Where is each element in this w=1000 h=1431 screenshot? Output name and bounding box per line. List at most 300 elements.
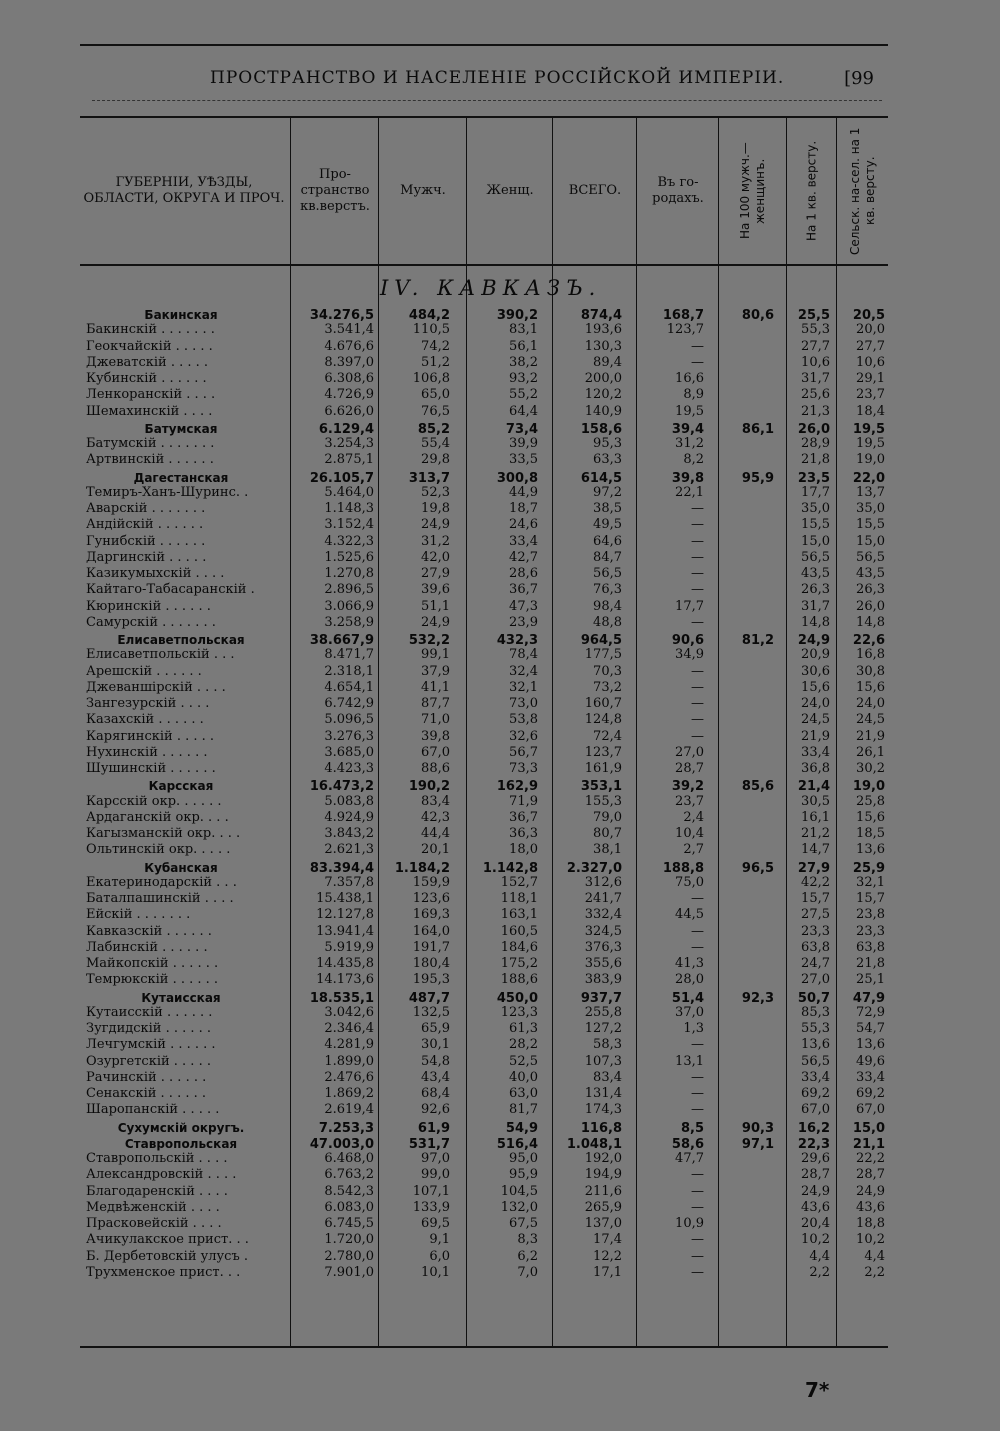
cell-per-verst: 56,5 xyxy=(801,549,830,565)
cell-female: 63,0 xyxy=(509,1086,538,1101)
cell-area: 7.253,3 xyxy=(318,1120,374,1136)
cell-per-verst: 28,9 xyxy=(801,436,830,451)
cell-female: 95,9 xyxy=(509,1167,538,1183)
cell-female: 432,3 xyxy=(496,633,538,648)
row-name: Шушинскій . . . . . . xyxy=(86,761,216,776)
cell-total: 48,8 xyxy=(593,614,622,630)
cell-rural: 15,7 xyxy=(856,891,885,906)
cell-total: 123,7 xyxy=(584,744,622,760)
cell-female: 40,0 xyxy=(509,1069,538,1085)
cell-area: 12.127,8 xyxy=(316,907,374,923)
cell-cities: 39,4 xyxy=(671,421,704,437)
cell-per-verst: 63,8 xyxy=(801,939,830,955)
cell-female: 175,2 xyxy=(500,956,538,971)
cell-rural: 19,5 xyxy=(856,436,885,451)
cell-rural: 15,6 xyxy=(856,679,885,695)
cell-total: 83,4 xyxy=(593,1069,622,1085)
cell-per-verst: 27,0 xyxy=(801,972,830,988)
cell-male: 51,1 xyxy=(421,598,450,614)
cell-male: 55,4 xyxy=(421,436,450,451)
cell-female: 118,1 xyxy=(500,891,538,906)
cell-per-verst: 20,9 xyxy=(801,647,830,663)
cell-male: 132,5 xyxy=(412,1004,450,1020)
cell-per100: 81,2 xyxy=(741,633,774,648)
row-name: Кагызманскій окр. . . . xyxy=(86,826,241,841)
table-row xyxy=(80,826,888,842)
cell-female: 450,0 xyxy=(496,990,538,1006)
table-row xyxy=(80,1216,888,1232)
cell-per100: 95,9 xyxy=(741,470,774,486)
cell-rural: 43,5 xyxy=(856,566,885,581)
cell-per-verst: 50,7 xyxy=(797,990,830,1006)
cell-female: 18,7 xyxy=(509,501,538,516)
cell-female: 36,7 xyxy=(509,809,538,825)
cell-female: 162,9 xyxy=(496,779,538,795)
cell-per-verst: 21,2 xyxy=(801,826,830,841)
table-row xyxy=(80,1005,888,1021)
cell-male: 51,2 xyxy=(421,354,450,370)
cell-male: 87,7 xyxy=(421,696,450,711)
cell-per-verst: 15,5 xyxy=(801,517,830,533)
table-row xyxy=(80,729,888,745)
cell-rural: 18,4 xyxy=(856,403,885,419)
row-name: Кутаисская xyxy=(141,990,221,1005)
cell-cities: 2,4 xyxy=(683,809,704,825)
table-row xyxy=(80,924,888,940)
cell-female: 163,1 xyxy=(500,907,538,923)
row-name: Казикумыхскій . . . . xyxy=(86,566,225,581)
cell-per-verst: 85,3 xyxy=(801,1004,830,1020)
cell-male: 20,1 xyxy=(421,842,450,858)
row-name: Лечгумскій . . . . . . xyxy=(86,1037,216,1053)
cell-cities: — xyxy=(691,338,704,354)
cell-cities: — xyxy=(691,582,704,598)
col-name-header: ГУБЕРНІИ, УѢЗДЫ, ОБЛАСТИ, ОКРУГА И ПРОЧ. xyxy=(83,174,285,206)
page-title: ПРОСТРАНСТВО И НАСЕЛЕНІЕ РОССІЙСКОЙ ИМПЕРІИ. xyxy=(210,68,785,88)
cell-area: 8.542,3 xyxy=(324,1183,374,1199)
cell-male: 99,1 xyxy=(421,647,450,663)
row-name: Кубинскій . . . . . . xyxy=(86,371,207,386)
cell-female: 73,0 xyxy=(509,696,538,711)
cell-rural: 25,8 xyxy=(856,793,885,809)
cell-male: 42,3 xyxy=(421,809,450,825)
table-row xyxy=(80,842,888,858)
row-name: Шемахинскій . . . . xyxy=(86,403,213,419)
cell-rural: 19,0 xyxy=(852,779,885,795)
cell-rural: 23,7 xyxy=(856,387,885,403)
cell-female: 56,1 xyxy=(509,338,538,354)
cell-per-verst: 26,0 xyxy=(797,421,830,437)
cell-area: 6.626,0 xyxy=(324,403,374,419)
cell-cities: — xyxy=(691,728,704,744)
row-name: Ачикулакское прист. . . xyxy=(86,1232,249,1248)
row-name: Елисаветпольская xyxy=(117,633,245,647)
cell-rural: 4,4 xyxy=(864,1248,885,1264)
cell-area: 6.763,2 xyxy=(324,1167,374,1183)
row-name: Карсскій окр. . . . . . xyxy=(86,793,222,809)
cell-female: 33,4 xyxy=(509,533,538,549)
cell-cities: — xyxy=(691,1069,704,1085)
cell-per-verst: 31,7 xyxy=(801,371,830,386)
row-name: Медвѣженскій . . . . xyxy=(86,1199,220,1215)
cell-area: 16.473,2 xyxy=(309,779,374,795)
cell-rural: 21,9 xyxy=(856,728,885,744)
cell-female: 152,7 xyxy=(500,874,538,890)
cell-rural: 22,6 xyxy=(852,633,885,648)
cell-per-verst: 16,1 xyxy=(801,809,830,825)
cell-cities: — xyxy=(691,566,704,581)
row-name: Трухменское прист. . . xyxy=(86,1264,241,1280)
table-row xyxy=(80,517,888,533)
cell-rural: 21,1 xyxy=(852,1136,885,1152)
cell-total: 140,9 xyxy=(584,403,622,419)
row-name: Бакинскій . . . . . . . xyxy=(86,322,215,338)
cell-cities: 44,5 xyxy=(675,907,704,923)
row-name: Карягинскій . . . . . xyxy=(86,728,215,744)
table-row xyxy=(80,1249,888,1265)
cell-cities: — xyxy=(691,663,704,679)
cell-female: 38,2 xyxy=(509,354,538,370)
cell-per100: 85,6 xyxy=(741,779,774,795)
cell-cities: 19,5 xyxy=(675,403,704,419)
cell-area: 3.254,3 xyxy=(324,436,374,451)
col-total-header: ВСЕГО. xyxy=(568,182,622,198)
cell-male: 61,9 xyxy=(417,1120,450,1136)
cell-cities: 8,2 xyxy=(683,452,704,468)
cell-rural: 23,3 xyxy=(856,923,885,939)
cell-per100: 90,3 xyxy=(741,1120,774,1136)
cell-area: 3.042,6 xyxy=(324,1004,374,1020)
cell-female: 8,3 xyxy=(517,1232,538,1248)
cell-male: 92,6 xyxy=(421,1102,450,1118)
cell-total: 964,5 xyxy=(580,633,622,648)
cell-area: 2.875,1 xyxy=(324,452,374,468)
cell-rural: 15,0 xyxy=(856,533,885,549)
row-name: Ставропольскій . . . . xyxy=(86,1151,228,1166)
cell-rural: 54,7 xyxy=(856,1021,885,1036)
cell-male: 195,3 xyxy=(412,972,450,988)
cell-female: 36,3 xyxy=(509,826,538,841)
cell-area: 4.281,9 xyxy=(324,1037,374,1053)
cell-cities: 13,1 xyxy=(675,1053,704,1069)
table-row xyxy=(80,501,888,517)
cell-cities: — xyxy=(691,501,704,516)
cell-female: 39,9 xyxy=(509,436,538,451)
table-row xyxy=(80,371,888,387)
cell-per-verst: 33,4 xyxy=(801,744,830,760)
cell-area: 4.322,3 xyxy=(324,533,374,549)
cell-male: 31,2 xyxy=(421,533,450,549)
cell-male: 71,0 xyxy=(421,712,450,728)
table-row xyxy=(80,452,888,468)
cell-total: 17,1 xyxy=(593,1264,622,1280)
cell-cities: 39,8 xyxy=(671,470,704,486)
cell-cities: 28,7 xyxy=(675,761,704,776)
cell-cities: 27,0 xyxy=(675,744,704,760)
cell-cities: 2,7 xyxy=(683,842,704,858)
cell-female: 18,0 xyxy=(509,842,538,858)
cell-total: 332,4 xyxy=(584,907,622,923)
cell-total: 80,7 xyxy=(593,826,622,841)
row-name: Батумская xyxy=(144,421,218,436)
table-row xyxy=(80,810,888,826)
row-name: Казахскій . . . . . . xyxy=(86,712,204,728)
table-row xyxy=(80,566,888,582)
table-row xyxy=(80,1037,888,1053)
cell-total: 107,3 xyxy=(584,1053,622,1069)
row-name: Аварскій . . . . . . . xyxy=(86,501,206,516)
cell-area: 18.535,1 xyxy=(309,990,374,1006)
cell-female: 104,5 xyxy=(500,1183,538,1199)
cell-male: 24,9 xyxy=(421,517,450,533)
cell-male: 487,7 xyxy=(408,990,450,1006)
cell-area: 6.745,5 xyxy=(324,1216,374,1231)
cell-total: 63,3 xyxy=(593,452,622,468)
cell-rural: 32,1 xyxy=(856,874,885,890)
cell-male: 27,9 xyxy=(421,566,450,581)
row-name: Кутаисскій . . . . . . xyxy=(86,1004,213,1020)
row-name: Кюринскій . . . . . . xyxy=(86,598,211,614)
cell-cities: — xyxy=(691,1199,704,1215)
cell-cities: 37,0 xyxy=(675,1004,704,1020)
cell-total: 194,9 xyxy=(584,1167,622,1183)
cell-female: 188,6 xyxy=(500,972,538,988)
row-name: Зугдидскій . . . . . . xyxy=(86,1021,212,1036)
cell-area: 6.308,6 xyxy=(324,371,374,386)
cell-area: 1.525,6 xyxy=(324,549,374,565)
cell-rural: 19,0 xyxy=(856,452,885,468)
cell-total: 255,8 xyxy=(584,1004,622,1020)
cell-female: 300,8 xyxy=(496,470,538,486)
cell-per-verst: 55,3 xyxy=(801,1021,830,1036)
cell-cities: 10,9 xyxy=(675,1216,704,1231)
cell-rural: 56,5 xyxy=(856,549,885,565)
cell-cities: — xyxy=(691,679,704,695)
cell-male: 97,0 xyxy=(421,1151,450,1166)
cell-cities: — xyxy=(691,1102,704,1118)
cell-total: 874,4 xyxy=(580,308,622,323)
cell-area: 2.318,1 xyxy=(324,663,374,679)
cell-rural: 35,0 xyxy=(856,501,885,516)
cell-female: 33,5 xyxy=(509,452,538,468)
cell-area: 4.726,9 xyxy=(324,387,374,403)
cell-area: 2.346,4 xyxy=(324,1021,374,1036)
cell-female: 32,4 xyxy=(509,663,538,679)
cell-male: 76,5 xyxy=(421,403,450,419)
cell-male: 532,2 xyxy=(408,633,450,648)
row-name: Сенакскій . . . . . . xyxy=(86,1086,206,1101)
cell-total: 177,5 xyxy=(584,647,622,663)
cell-female: 56,7 xyxy=(509,744,538,760)
cell-area: 1.720,0 xyxy=(324,1232,374,1248)
cell-female: 23,9 xyxy=(509,614,538,630)
table-row xyxy=(80,1200,888,1216)
cell-area: 1.899,0 xyxy=(324,1053,374,1069)
cell-male: 107,1 xyxy=(412,1183,450,1199)
cell-male: 10,1 xyxy=(421,1264,450,1280)
cell-cities: — xyxy=(691,939,704,955)
table-row xyxy=(80,891,888,907)
cell-male: 39,8 xyxy=(421,728,450,744)
cell-female: 36,7 xyxy=(509,582,538,598)
cell-per-verst: 25,6 xyxy=(801,387,830,403)
cell-female: 1.142,8 xyxy=(482,860,538,876)
row-name: Ольтинскій окр. . . . . xyxy=(86,842,231,858)
row-name: Артвинскій . . . . . . xyxy=(86,452,214,468)
row-name: Ардаганскій окр. . . . xyxy=(86,809,229,825)
cell-total: 192,0 xyxy=(584,1151,622,1166)
cell-cities: 39,2 xyxy=(671,779,704,795)
table-row xyxy=(80,615,888,631)
row-name: Сухумскій округъ. xyxy=(117,1120,245,1135)
cell-rural: 18,5 xyxy=(856,826,885,841)
cell-total: 130,3 xyxy=(584,338,622,354)
cell-male: 123,6 xyxy=(412,891,450,906)
cell-male: 313,7 xyxy=(408,470,450,486)
cell-per100: 96,5 xyxy=(741,860,774,876)
cell-total: 137,0 xyxy=(584,1216,622,1231)
cell-per-verst: 15,0 xyxy=(801,533,830,549)
cell-cities: 47,7 xyxy=(675,1151,704,1166)
cell-area: 47.003,0 xyxy=(309,1136,374,1152)
table-row-region xyxy=(80,1121,888,1137)
row-name: Кубанская xyxy=(144,860,218,875)
cell-area: 6.129,4 xyxy=(318,421,374,437)
cell-total: 97,2 xyxy=(593,484,622,500)
cell-area: 3.685,0 xyxy=(324,744,374,760)
cell-per-verst: 24,9 xyxy=(801,1183,830,1199)
cell-rural: 26,3 xyxy=(856,582,885,598)
cell-per-verst: 10,2 xyxy=(801,1232,830,1248)
cell-total: 324,5 xyxy=(584,923,622,939)
row-name: Екатеринодарскій . . . xyxy=(86,874,237,890)
cell-per-verst: 13,6 xyxy=(801,1037,830,1053)
cell-per-verst: 26,3 xyxy=(801,582,830,598)
cell-female: 54,9 xyxy=(505,1120,538,1136)
table-row xyxy=(80,956,888,972)
row-name: Геокчайскій . . . . . xyxy=(86,338,213,354)
cell-female: 67,5 xyxy=(509,1216,538,1231)
cell-female: 7,0 xyxy=(517,1264,538,1280)
cell-area: 7.357,8 xyxy=(324,874,374,890)
cell-per-verst: 24,5 xyxy=(801,712,830,728)
cell-rural: 20,0 xyxy=(856,322,885,338)
cell-per-verst: 28,7 xyxy=(801,1167,830,1183)
cell-rural: 19,5 xyxy=(852,421,885,437)
cell-total: 116,8 xyxy=(580,1120,622,1136)
cell-female: 123,3 xyxy=(500,1004,538,1020)
table-row xyxy=(80,322,888,338)
table-row xyxy=(80,599,888,615)
table-row xyxy=(80,1102,888,1118)
row-name: Ставропольская xyxy=(124,1136,238,1151)
cell-area: 5.096,5 xyxy=(324,712,374,728)
cell-cities: — xyxy=(691,1264,704,1280)
cell-rural: 10,6 xyxy=(856,354,885,370)
table-row xyxy=(80,1184,888,1200)
cell-area: 4.654,1 xyxy=(324,679,374,695)
cell-cities: — xyxy=(691,549,704,565)
cell-male: 52,3 xyxy=(421,484,450,500)
cell-per100: 80,6 xyxy=(741,308,774,323)
cell-rural: 2,2 xyxy=(864,1264,885,1280)
cell-rural: 63,8 xyxy=(856,939,885,955)
cell-male: 88,6 xyxy=(421,761,450,776)
cell-male: 159,9 xyxy=(412,874,450,890)
row-name: Темрюкскій . . . . . . xyxy=(86,972,219,988)
cell-cities: — xyxy=(691,923,704,939)
cell-rural: 25,9 xyxy=(852,860,885,876)
cell-rural: 28,7 xyxy=(856,1167,885,1183)
cell-per-verst: 20,4 xyxy=(801,1216,830,1231)
cell-total: 120,2 xyxy=(584,387,622,403)
cell-per-verst: 22,3 xyxy=(797,1136,830,1152)
cell-per100: 97,1 xyxy=(741,1136,774,1152)
table-row xyxy=(80,972,888,988)
cell-rural: 22,0 xyxy=(852,470,885,486)
cell-total: 2.327,0 xyxy=(566,860,622,876)
table-row xyxy=(80,745,888,761)
cell-cities: 17,7 xyxy=(675,598,704,614)
cell-female: 78,4 xyxy=(509,647,538,663)
table-row xyxy=(80,485,888,501)
row-name: Прасковейскій . . . . xyxy=(86,1216,222,1231)
cell-area: 4.924,9 xyxy=(324,809,374,825)
cell-male: 484,2 xyxy=(408,308,450,323)
cell-rural: 69,2 xyxy=(856,1086,885,1101)
row-name: Елисаветпольскій . . . xyxy=(86,647,235,663)
col-perverst-header: На 1 кв. версту. xyxy=(804,140,819,242)
cell-rural: 23,8 xyxy=(856,907,885,923)
cell-total: 56,5 xyxy=(593,566,622,581)
cell-area: 3.258,9 xyxy=(324,614,374,630)
cell-male: 19,8 xyxy=(421,501,450,516)
cell-total: 124,8 xyxy=(584,712,622,728)
cell-female: 32,6 xyxy=(509,728,538,744)
cell-cities: — xyxy=(691,1167,704,1183)
cell-per-verst: 4,4 xyxy=(809,1248,830,1264)
cell-per-verst: 24,7 xyxy=(801,956,830,971)
row-name: Ленкоранскій . . . . xyxy=(86,387,216,403)
table-row xyxy=(80,1086,888,1102)
table-row xyxy=(80,355,888,371)
cell-cities: 168,7 xyxy=(662,308,704,323)
row-name: Кайтаго-Табасаранскій . xyxy=(86,582,255,598)
cell-rural: 16,8 xyxy=(856,647,885,663)
cell-rural: 30,8 xyxy=(856,663,885,679)
page-number: [99 xyxy=(844,68,874,89)
cell-area: 2.780,0 xyxy=(324,1248,374,1264)
cell-per100: 86,1 xyxy=(741,421,774,437)
cell-total: 383,9 xyxy=(584,972,622,988)
cell-rural: 26,1 xyxy=(856,744,885,760)
page-header xyxy=(80,44,888,104)
cell-male: 106,8 xyxy=(412,371,450,386)
cell-per-verst: 29,6 xyxy=(801,1151,830,1166)
col-cities-header: Въ го-родахъ. xyxy=(652,174,704,206)
cell-rural: 13,6 xyxy=(856,1037,885,1053)
cell-rural: 24,5 xyxy=(856,712,885,728)
cell-area: 5.464,0 xyxy=(324,484,374,500)
cell-female: 42,7 xyxy=(509,549,538,565)
cell-area: 6.742,9 xyxy=(324,696,374,711)
row-name: Кавказскій . . . . . . xyxy=(86,923,212,939)
table-row xyxy=(80,550,888,566)
cell-female: 132,0 xyxy=(500,1199,538,1215)
cell-total: 131,4 xyxy=(584,1086,622,1101)
cell-cities: 123,7 xyxy=(666,322,704,338)
cell-total: 98,4 xyxy=(593,598,622,614)
